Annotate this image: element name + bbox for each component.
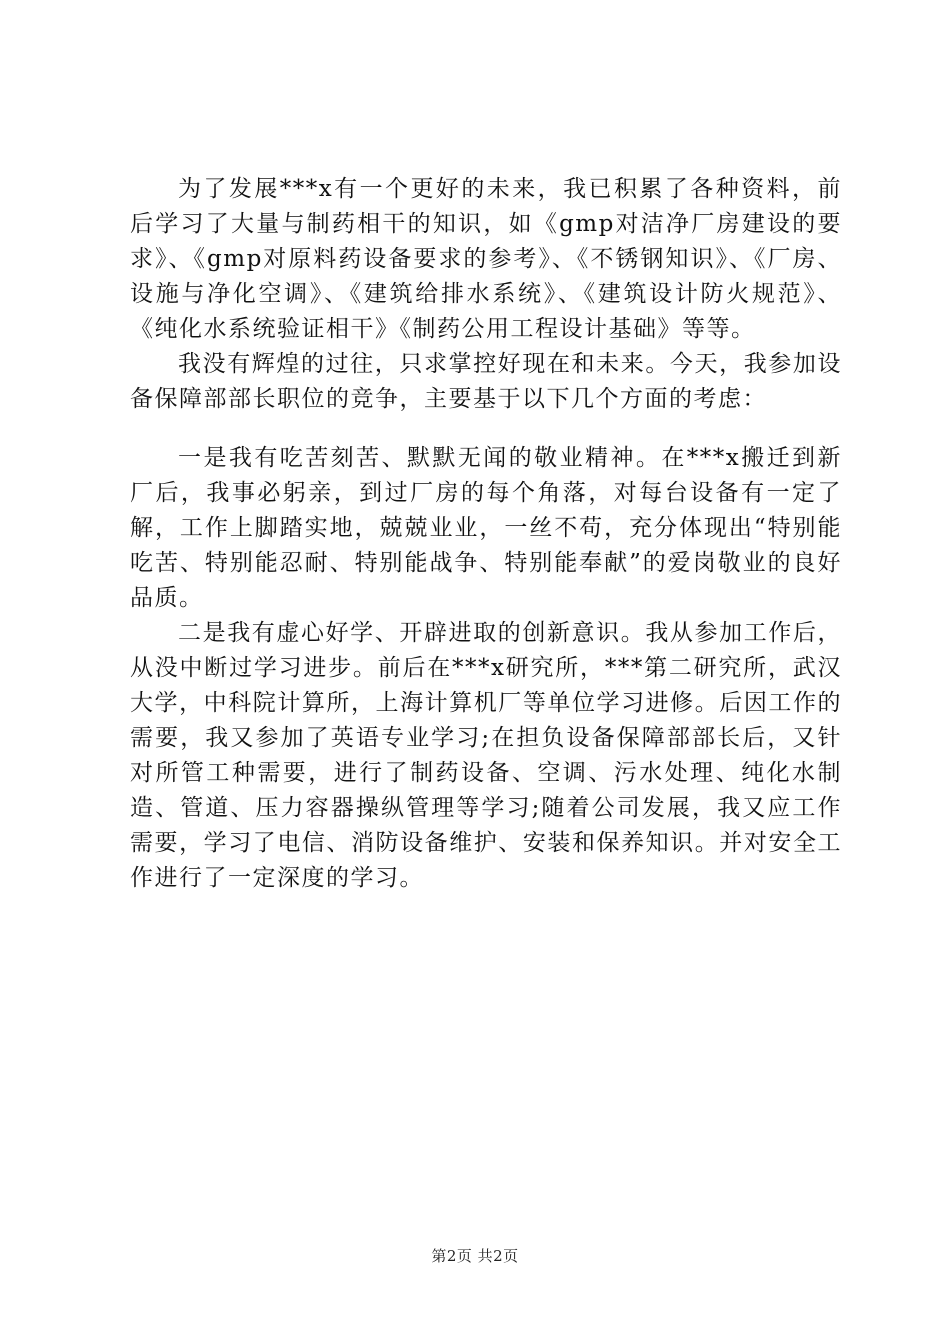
document-body [130, 172, 842, 896]
paragraph-competition-intro: 我没有辉煌的过往，只求掌控好现在和未来。今天，我参加设备保障部部长职位的竞争，主要基于以下几个方面的考虑： [130, 351, 842, 412]
paragraph-point-one: 一是我有吃苦刻苦、默默无闻的敬业精神。在***x搬迁到新厂后，我事必躬亲，到过厂房的每个角落，对每台设备有一定了解，工作上脚踏实地，兢兢业业，一丝不苟，充分体现出“特别能吃苦、特别能忍耐、特别能战争、特别能奉献”的爱岗敬业的良好品质。 [130, 445, 842, 611]
paragraph-point-two: 二是我有虚心好学、开辟进取的创新意识。我从参加工作后，从没中断过学习进步。前后在***x研究所，***第二研究所，武汉大学，中科院计算所，上海计算机厂等单位学习进修。后因工作的需要，我又参加了英语专业学习;在担负设备保障部部长后，又针对所管工种需要，进行了制药设备、空调、污水处理、纯化水制造、管道、压力容器操纵管理等学习;随着公司发展，我又应工作需要，学习了电信、消防设备维护、安装和保养知识。并对安全工作进行了一定深度的学习。 [130, 620, 842, 891]
page-number-footer: 第2页 共2页 [431, 1247, 519, 1265]
paragraph-development-study: 为了发展***x有一个更好的未来，我已积累了各种资料，前后学习了大量与制药相干的知识，如《gmp对洁净厂房建设的要求》、《gmp对原料药设备要求的参考》、《不锈钢知识》、《厂房、设施与净化空调》、《建筑给排水系统》、《建筑设计防火规范》、《纯化水系统验证相干》《制药公用工程设计基础》等等。 [130, 176, 842, 342]
paragraph-spacer [130, 417, 842, 441]
